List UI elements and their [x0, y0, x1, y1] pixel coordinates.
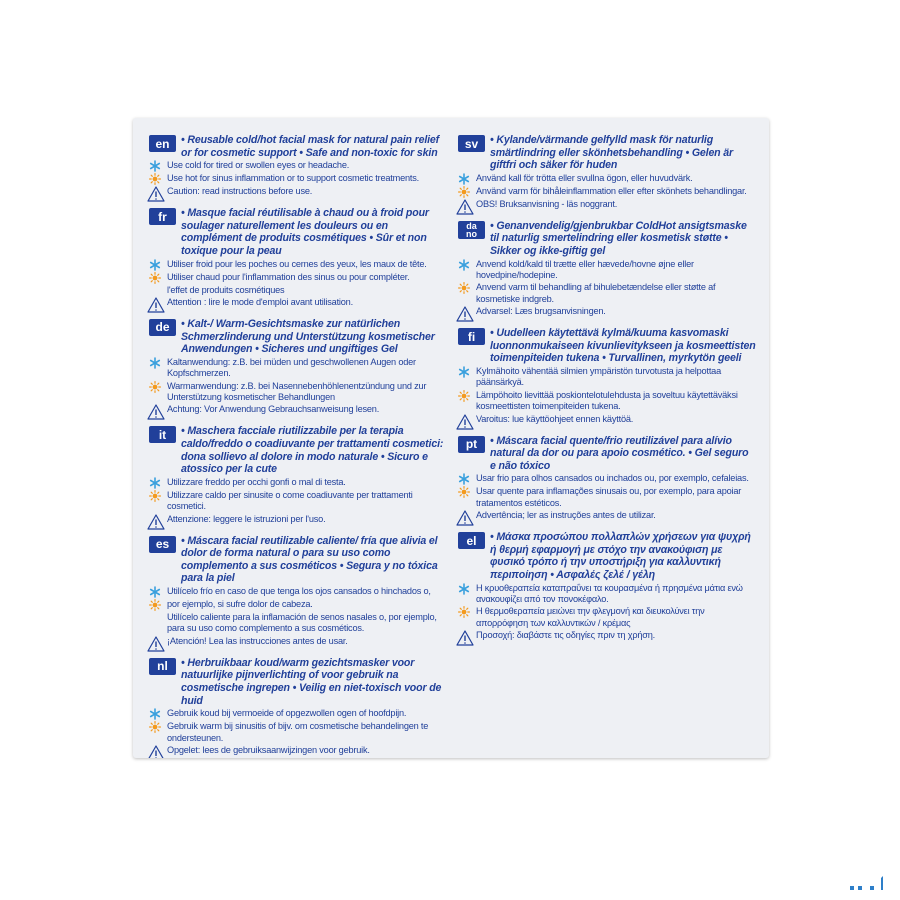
language-badge-es: es [149, 536, 176, 553]
warning-triangle-icon [456, 510, 476, 526]
sun-icon [458, 282, 476, 294]
snowflake-icon [458, 366, 476, 378]
warning-triangle-icon [456, 630, 476, 646]
section-de [149, 318, 447, 420]
product-title-de: • Kalt-/ Warm-Gesichtsmaske zur natürlichen Schmerzlinderung und Unterstützung kosmetischer Anwendungen • Sicheres und ungiftiges Gel [181, 317, 435, 356]
hot-use-en: Use hot for sinus inflammation or to support cosmetic treatments. [167, 173, 420, 184]
product-title-es: • Máscara facial reutilizable caliente/ fría que alivia el dolor de forma natural o para su uso como complemento a sus cosméticos • Segura y no tóxica para la piel [181, 534, 438, 585]
snowflake-icon [149, 708, 167, 720]
warning-sv: OBS! Bruksanvisning - läs noggrant. [476, 198, 618, 209]
warning-nl: Opgelet: lees de gebruiksaanwijzingen voor gebruik. [167, 744, 370, 755]
snowflake-icon [149, 477, 167, 489]
cold-use-fi: Kylmähoito vähentää silmien ympäristön turvotusta ja helpottaa päänsärkyä. [476, 365, 721, 388]
warning-fr: Attention : lire le mode d'emploi avant utilisation. [167, 296, 353, 307]
hot-use-es: por ejemplo, si sufre dolor de cabeza. [167, 598, 313, 609]
cold-use-es: Utilícelo frío en caso de que tenga los ojos cansados o hinchados o, [167, 585, 431, 596]
product-title-pt: • Máscara facial quente/frio reutilizável para alívio natural da dor ou para apoio cosmético. • Gel seguro e não tóxico [490, 434, 749, 472]
warning-en: Caution: read instructions before use. [167, 186, 313, 197]
language-badge-fi: fi [458, 328, 485, 345]
hot-use-da-no: Anvend varm til behandling af bihulebetændelse eller støtte af kosmetiske indgreb. [476, 282, 716, 304]
warning-triangle-icon [456, 306, 476, 322]
product-title-fi: • Uudelleen käytettävä kylmä/kuuma kasvomaski luonnonmukaiseen kivunlievitykseen ja kosmeettisten toimenpiteiden tukena • Turvallinen, myrkytön geeli [490, 327, 756, 365]
product-title-sv: • Kylande/värmande gelfylld mask för naturlig smärtlindring eller skönhetsbehandling • Gelen är giftfri och säker för huden [490, 134, 734, 172]
sun-icon [149, 272, 167, 284]
product-title-fr: • Masque facial réutilisable à chaud ou à froid pour soulager naturellement les douleurs ou en complément de produits cosmétiques • Sûr et non toxique pour la peau [181, 207, 429, 257]
product-title-da-no: • Genanvendelig/gjenbrukbar ColdHot ansigtsmaske til naturlig smertelindring eller kosmetisk støtte • Sikker og ikke-giftig gel [490, 219, 747, 257]
language-badge-sv: sv [458, 135, 485, 152]
section-pt [458, 435, 756, 527]
warning-triangle-icon [147, 404, 167, 420]
cold-use-sv: Använd kall för trötta eller svullna ögon, eller huvudvärk. [476, 172, 693, 183]
section-it [149, 425, 447, 529]
right-column [458, 134, 756, 651]
sun-icon [458, 390, 476, 402]
section-en [149, 134, 447, 202]
hot-use-sv: Använd varm för bihåleinflammation eller efter skönhets behandlingar. [476, 185, 747, 196]
warning-es: ¡Atención! Lea las instrucciones antes de usar. [167, 635, 348, 646]
language-code-da: da [466, 221, 477, 232]
cold-use-el: Η κρυοθεραπεία καταπραΰνει τα κουρασμένα ή πρησμένα μάτια ενώ ανακουφίζει από τον πονοκέφαλο. [476, 582, 743, 604]
warning-it: Attenzione: leggere le istruzioni per l'uso. [167, 513, 326, 524]
section-el [458, 531, 756, 646]
left-column [149, 134, 447, 758]
language-badge-en: en [149, 135, 176, 152]
language-badge-fr: fr [149, 208, 176, 225]
snowflake-icon [149, 357, 167, 369]
hot-use-de: Warmanwendung: z.B. bei Nasennebenhöhlenentzündung und zur Unterstützung kosmetischer Behandlungen [167, 380, 427, 402]
sun-icon [149, 381, 167, 393]
sun-icon [149, 721, 167, 733]
warning-de: Achtung: Vor Anwendung Gebrauchsanweisung lesen. [167, 404, 380, 415]
warning-el: Προσοχή: διαβάστε τις οδηγίες πριν τη χρήση. [476, 630, 655, 641]
warning-triangle-icon [147, 636, 167, 652]
warning-triangle-icon [456, 199, 476, 215]
warning-da-no: Advarsel: Læs brugsanvisningen. [476, 306, 606, 317]
language-code-no: no [466, 229, 477, 240]
cold-use-it: Utilizzare freddo per occhi gonfi o mal di testa. [167, 476, 346, 487]
section-fi [458, 327, 756, 429]
section-nl [149, 657, 447, 758]
hot-use-fi: Lämpöhoito lievittää poskiontelotulehdusta ja soveltuu käytettäväksi kosmeettisten toimenpiteiden tukena. [476, 389, 738, 412]
snowflake-icon [458, 473, 476, 485]
hot-use-el: Η θερμοθεραπεία μειώνει την φλεγμονή και διευκολύνει την απορρόφηση των καλλυντικών / κρέμας [476, 606, 705, 628]
sun-icon [149, 173, 167, 185]
product-title-el: • Μάσκα προσώπου πολλαπλών χρήσεων για ψυχρή ή θερμή εφαρμογή με στόχο την ανακούφιση με φυσικό τρόπο ή την υποστήριξη για καλλυντική περιποίηση • Ασφαλές ζελέ / γέλη [490, 531, 751, 581]
warning-pt: Advertência; ler as instruções antes de utilizar. [476, 510, 656, 521]
snowflake-icon [458, 259, 476, 271]
product-title-it: • Maschera facciale riutilizzabile per la terapia caldo/freddo o coadiuvante per trattamenti cosmetici: dona sollievo al dolore in modo naturale • Sicuro e atossico per la cute [181, 425, 444, 476]
snowflake-icon [149, 259, 167, 271]
warning-fi: Varoitus: lue käyttöohjeet ennen käyttöä. [476, 413, 634, 424]
extra-use-es: Utilícelo caliente para la inflamación de senos nasales o, por ejemplo, para su uso como complemento a sus cosméticos. [167, 611, 437, 634]
warning-triangle-icon [147, 745, 167, 758]
sun-icon [458, 606, 476, 618]
warning-triangle-icon [147, 186, 167, 202]
cold-use-nl: Gebruik koud bij vermoeide of opgezwollen ogen of hoofdpijn. [167, 708, 407, 719]
snowflake-icon [458, 173, 476, 185]
product-title-nl: • Herbruikbaar koud/warm gezichtsmasker voor natuurlijke pijnverlichting of voor gebruik na cosmetische ingrepen • Veilig en niet-toxisch voor de huid [181, 656, 442, 707]
instruction-card [133, 118, 769, 758]
hot-use-nl: Gebruik warm bij sinusitis of bijv. om cosmetische behandelingen te ondersteunen. [167, 721, 429, 743]
cold-use-da-no: Anvend kold/kald til trætte eller hævede/hovne øjne eller hovedpine/hodepine. [476, 258, 694, 280]
warning-triangle-icon [147, 297, 167, 313]
sun-icon [149, 490, 167, 502]
language-badge-de: de [149, 319, 176, 336]
cold-use-fr: Utiliser froid pour les poches ou cernes des yeux, les maux de tête. [167, 258, 427, 269]
language-badge-it: it [149, 426, 176, 443]
language-badge-el: el [458, 532, 485, 549]
section-da-no [458, 220, 756, 322]
language-badge-nl: nl [149, 658, 176, 675]
cold-use-en: Use cold for tired or swollen eyes or headache. [167, 160, 350, 171]
snowflake-icon [149, 160, 167, 172]
snowflake-icon [458, 583, 476, 595]
warning-triangle-icon [147, 514, 167, 530]
section-fr [149, 207, 447, 313]
cold-use-de: Kaltanwendung: z.B. bei müden und geschwollenen Augen oder Kopfschmerzen. [167, 356, 416, 379]
snowflake-icon [149, 586, 167, 598]
hot-use-pt: Usar quente para inflamações sinusais ou, por exemplo, para apoiar tratamentos estéticos. [476, 486, 742, 508]
section-es [149, 535, 447, 652]
sun-icon [149, 599, 167, 611]
sun-icon [458, 186, 476, 198]
warning-triangle-icon [456, 414, 476, 430]
hot-use-fr-cont: l'effet de produits cosmétiques [167, 284, 285, 295]
hot-use-it: Utilizzare caldo per sinusite o come coadiuvante per trattamenti cosmetici. [167, 489, 413, 512]
hot-use-fr: Utiliser chaud pour l'inflammation des sinus ou pour compléter. [167, 271, 410, 282]
cold-use-pt: Usar frio para olhos cansados ou inchados ou, por exemplo, cefaleias. [476, 473, 749, 484]
language-badge-da-no [458, 221, 485, 239]
language-badge-pt: pt [458, 436, 485, 453]
product-title-en: • Reusable cold/hot facial mask for natural pain relief or for cosmetic support • Safe and non-toxic for skin [181, 134, 440, 159]
watermark-logo-icon [848, 875, 888, 891]
section-sv [458, 134, 756, 215]
sun-icon [458, 486, 476, 498]
